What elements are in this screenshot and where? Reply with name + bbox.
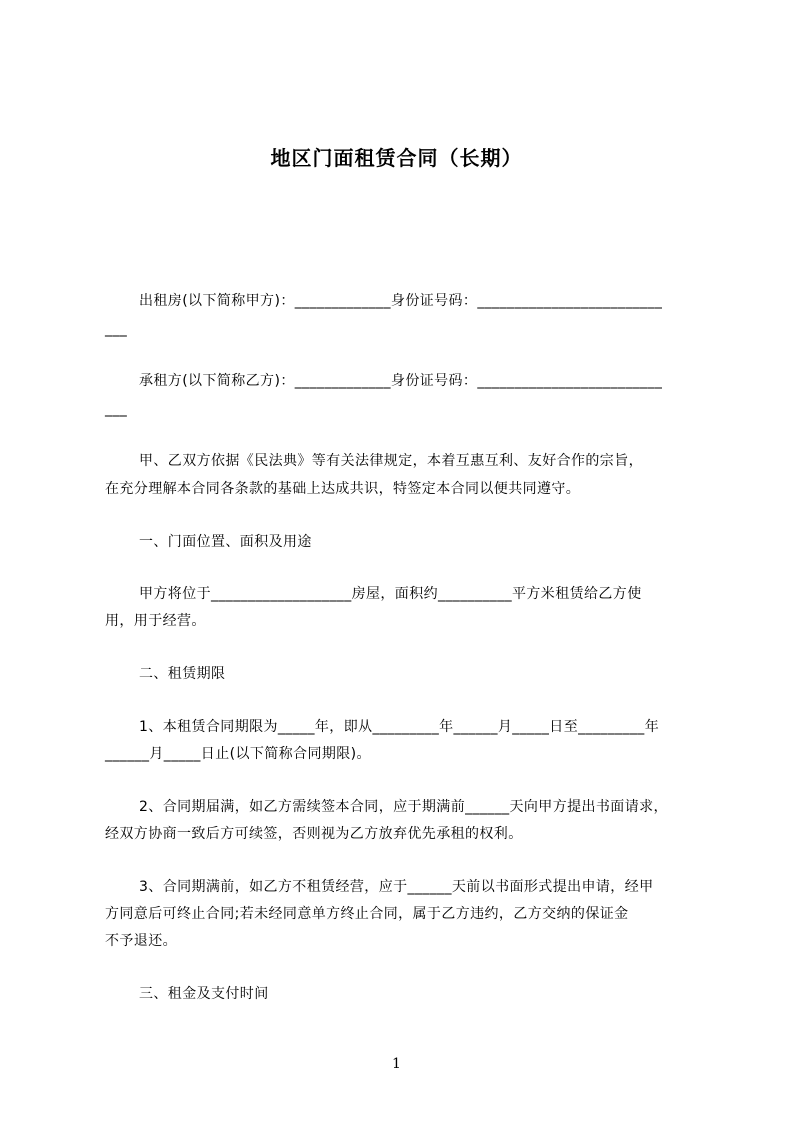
clause-2-2-line-1: 2、合同期届满，如乙方需续签本合同，应于期满前______天向甲方提出书面请求， <box>139 799 668 815</box>
clause-2-1-line-2: ______月_____日止(以下简称合同期限)。 <box>105 746 371 762</box>
document-title: 地区门面租赁合同（长期） <box>270 146 523 170</box>
preamble-line-1: 甲、乙双方依据《民法典》等有关法律规定，本着互惠互利、友好合作的宗旨， <box>139 453 643 469</box>
section-1-line-1: 甲方将位于___________________房屋，面积约__________平方米租赁给乙方使 <box>139 586 642 602</box>
clause-2-2-line-2: 经双方协商一致后方可续签，否则视为乙方放弃优先承租的权利。 <box>105 826 523 842</box>
section-heading-1: 一、门面位置、面积及用途 <box>139 534 312 550</box>
section-heading-3: 三、租金及支付时间 <box>139 986 269 1002</box>
lessee-line-continuation: ___ <box>105 401 128 417</box>
clause-2-3-line-2: 方同意后可终止合同;若未经同意单方终止合同，属于乙方违约，乙方交纳的保证金 <box>105 906 629 922</box>
lessee-line: 承租方(以下简称乙方)：_____________身份证号码：_________________________ <box>139 373 663 389</box>
lessor-line-continuation: ___ <box>105 321 128 337</box>
clause-2-3-line-3: 不予退还。 <box>105 933 177 949</box>
page-number: 1 <box>392 1056 401 1072</box>
lessor-line: 出租房(以下简称甲方)：_____________身份证号码：_________________________ <box>139 293 663 309</box>
preamble-line-2: 在充分理解本合同各条款的基础上达成共识，特签定本合同以便共同遵守。 <box>105 481 581 497</box>
section-1-line-2: 用，用于经营。 <box>105 613 206 629</box>
clause-2-3-line-1: 3、合同期满前，如乙方不租赁经营，应于______天前以书面形式提出申请，经甲 <box>139 879 654 895</box>
section-heading-2: 二、租赁期限 <box>139 666 226 682</box>
clause-2-1-line-1: 1、本租赁合同期限为_____年，即从_________年______月_____日至_________年 <box>139 719 660 735</box>
